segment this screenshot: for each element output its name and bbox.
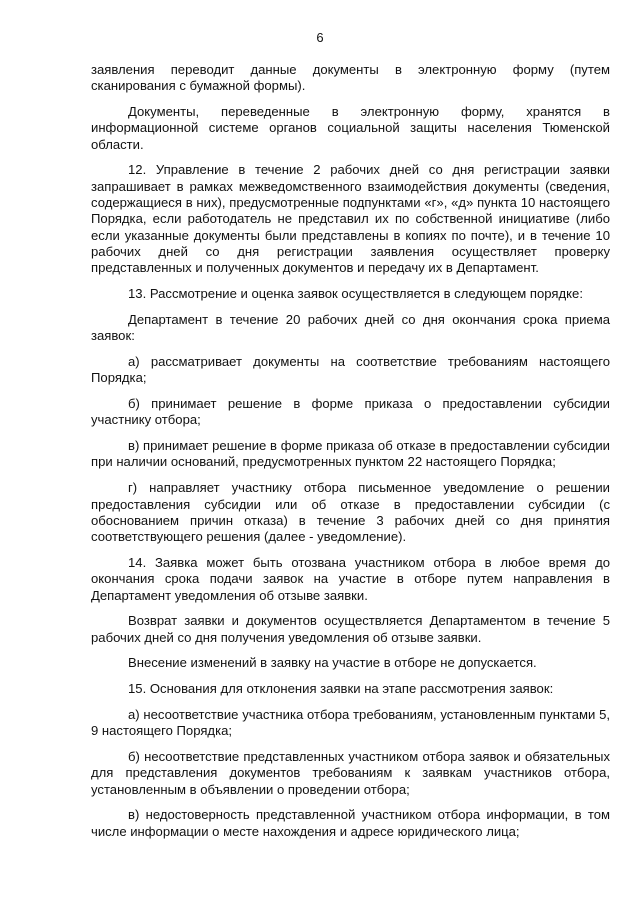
paragraph: Внесение изменений в заявку на участие в отборе не допускается. xyxy=(128,655,537,671)
page-number: 6 xyxy=(316,30,324,45)
paragraph: Возврат заявки и документов осуществляется Департаментом в течение 5 рабочих дней со дня получения уведомления об отзыве заявки. xyxy=(91,613,610,645)
paragraph: Документы, переведенные в электронную форму, хранятся в информационной системе органов социальной защиты населения Тюменской области. xyxy=(91,104,610,152)
document-body xyxy=(91,62,610,850)
paragraph: г) направляет участнику отбора письменное уведомление о решении предоставления субсидии или об отказе в предоставлении субсидии (с обоснованием причин отказа) в течение 3 рабочих дней со дня принятия соответствующего решения (далее - уведомление). xyxy=(91,480,610,545)
paragraph: Департамент в течение 20 рабочих дней со дня окончания срока приема заявок: xyxy=(91,311,610,344)
paragraph: заявления переводит данные документы в электронную форму (путем сканирования с бумажной формы). xyxy=(91,62,610,94)
paragraph: 13. Рассмотрение и оценка заявок осуществляется в следующем порядке: xyxy=(128,286,583,302)
paragraph: а) несоответствие участника отбора требованиям, установленным пунктами 5, 9 настоящего Порядка; xyxy=(91,707,610,739)
paragraph: в) недостоверность представленной участником отбора информации, в том числе информации о месте нахождения и адресе юридического лица; xyxy=(91,807,610,839)
paragraph: б) несоответствие представленных участником отбора заявок и обязательных для представления документов требованиям к заявкам участников отбора, установленным в объявлении о проведении отбора; xyxy=(91,749,610,797)
paragraph: а) рассматривает документы на соответствие требованиям настоящего Порядка; xyxy=(91,353,610,386)
paragraph: б) принимает решение в форме приказа о предоставлении субсидии участнику отбора; xyxy=(91,396,610,428)
paragraph: в) принимает решение в форме приказа об отказе в предоставлении субсидии при наличии оснований, предусмотренных пунктом 22 настоящего Порядка; xyxy=(91,438,610,470)
paragraph: 14. Заявка может быть отозвана участником отбора в любое время до окончания срока подачи заявок на участие в отборе путем направления в Департамент уведомления об отзыве заявки. xyxy=(91,554,610,603)
paragraph: 15. Основания для отклонения заявки на этапе рассмотрения заявок: xyxy=(128,681,554,697)
paragraph: 12. Управление в течение 2 рабочих дней со дня регистрации заявки запрашивает в рамках межведомственного взаимодействия документы (сведения, содержащиеся в них), предусмотренные подпунктами «г», «д» пункта 10 настоящего Порядка, если работодатель не представил их по собственной инициативе (либо если указанные документы были представлены в копиях по почте), и в течение 10 рабочих дней со дня регистрации заявления осуществляет проверку представленных и полученных документов и передачу их в Департамент. xyxy=(91,162,610,276)
